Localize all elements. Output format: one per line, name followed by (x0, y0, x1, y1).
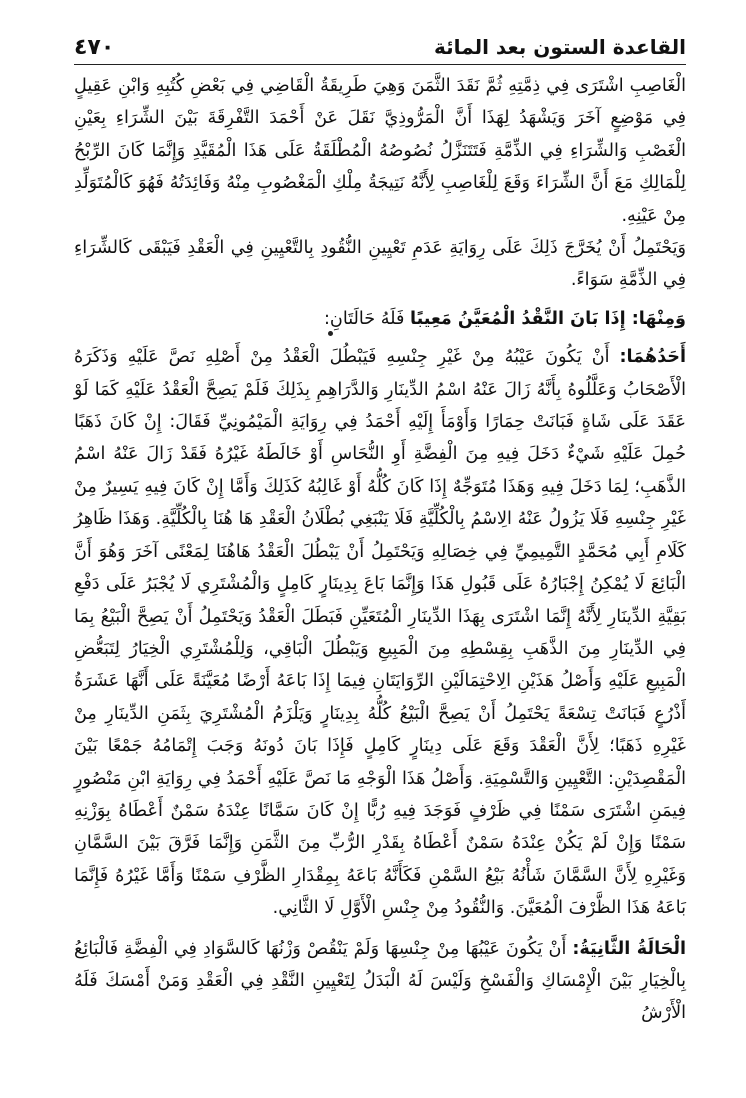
paragraph-state-one (74, 341, 686, 924)
subheading-rest: فَلَهُ حَالَتَانِ: (324, 308, 410, 329)
section-subheading (74, 303, 686, 335)
state-one-lead: أَحَدُهُمَا: (619, 347, 686, 368)
state-two-lead: الْحَالَةُ الثَّانِيَةُ: (572, 938, 686, 959)
header-rule (74, 64, 686, 65)
state-one-text: أَنْ يَكُونَ عَيْبُهُ مِنْ غَيْرِ جِنْسِهِ فَيَبْطُلَ الْعَقْدُ مِنْ أَصْلِهِ نَصَّ عَلَيْهِ وَذَكَرَهُ الْأَصْحَابُ وَعَلَّلُوهُ بِأَنَّهُ زَالَ عَنْهُ اسْمُ الدِّينَارِ وَالدَّرَاهِمِ بِذَلِكَ فَلَمْ يَصِحَّ الْعَقْدُ عَلَيْهِ كَمَا لَوْ عَقَدَ عَلَى شَاةٍ فَبَانَتْ حِمَارًا وَأَوْمَأَ إِلَيْهِ أَحْمَدُ فِي رِوَايَةِ الْمَيْمُونِيِّ فَقَالَ: إِنْ كَانَ ذَهَبًا حُمِلَ عَلَيْهِ شَيْءٌ دَخَلَ فِيهِ مِنَ الْفِضَّةِ أَوِ النُّحَاسِ أَوْ خَالَطَهُ غَيْرُهُ فَقَدْ زَالَ عَنْهُ اسْمُ الذَّهَبِ؛ لِمَا دَخَلَ فِيهِ وَهَذَا مُتَوَجِّهٌ إِذَا كَانَ كُلُّهُ أَوْ غَالِبُهُ كَذَلِكَ وَأَمَّا إِنْ كَانَ فِيهِ يَسِيرٌ مِنْ غَيْرِ جِنْسِهِ فَلَا يَزُولُ عَنْهُ الِاسْمُ بِالْكُلِّيَّةِ فَلَا يَنْبَغِي بُطْلَانُ الْعَقْدِ هَا هُنَا بِالْكُلِّيَّةِ. وَهَذَا ظَاهِرُ كَلَامِ أَبِي مُحَمَّدٍ التَّمِيمِيِّ فِي خِصَالِهِ وَيَحْتَمِلُ أَنْ يَبْطُلَ الْعَقْدُ هَاهُنَا لِمَعْنًى آخَرَ وَهُوَ أَنَّ الْبَائِعَ لَا يُمْكِنُ إِجْبَارُهُ عَلَى قَبُولِ هَذَا وَإِنَّمَا بَاعَ بِدِينَارٍ كَامِلٍ وَالْمُشْتَرِي لَا يُجْبَرُ عَلَى دَفْعِ بَقِيَّةِ الدِّينَارِ لِأَنَّهُ إِنَّمَا اشْتَرَى بِهَذَا الدِّينَارِ الْمُتَعَيِّنِ فَبَطَلَ الْعَقْدُ وَيَحْتَمِلُ أَنْ يَصِحَّ الْبَيْعُ بِمَا فِي الدِّينَارِ مِنَ الذَّهَبِ بِقِسْطِهِ مِنَ الْمَبِيعِ وَيَبْطُلَ الْبَاقِي، وَلِلْمُشْتَرِي الْخِيَارُ لِتَبَعُّضِ الْمَبِيعِ عَلَيْهِ وَأَصْلُ هَذَيْنِ الِاحْتِمَالَيْنِ الرِّوَايَتَانِ فِيمَا إِذَا بَاعَهُ أَرْضًا مُعَيَّنَةً عَلَى أَنَّهَا عَشَرَةُ أَذْرُعٍ فَبَانَتْ تِسْعَةً يَحْتَمِلُ أَنْ يَصِحَّ الْبَيْعُ كُلُّهُ بِدِينَارٍ وَيَلْزَمُ الْمُشْتَرِيَ بِثَمَنِ الدِّينَارِ مِنْ غَيْرِهِ ذَهَبًا؛ لِأَنَّ الْعَقْدَ وَقَعَ عَلَى دِينَارٍ كَامِلٍ فَإِذَا بَانَ دُونَهُ وَجَبَ إِتْمَامُهُ جَمْعًا بَيْنَ الْمَقْصِدَيْنِ: التَّعْيِينِ وَالتَّسْمِيَةِ. وَأَصْلُ هَذَا الْوَجْهِ مَا نَصَّ عَلَيْهِ أَحْمَدُ فِي رِوَايَةِ ابْنِ مَنْصُورٍ فِيمَنِ اشْتَرَى سَمْنًا فِي ظَرْفٍ فَوَجَدَ فِيهِ رُبًّا إِنْ كَانَ سَمَّانًا عِنْدَهُ سَمْنٌ أَعْطَاهُ بِوَزْنِهِ سَمْنًا وَإِنْ لَمْ يَكُنْ عِنْدَهُ سَمْنٌ أَعْطَاهُ بِقَدْرِ الرُّبِّ مِنَ الثَّمَنِ وَإِنَّمَا فَرَّقَ بَيْنَ السَّمَّانِ وَغَيْرِهِ لِأَنَّ السَّمَّانَ شَأْنُهُ بَيْعُ السَّمْنِ فَكَأَنَّهُ بَاعَهُ بِمِقْدَارِ الظَّرْفِ سَمْنًا وَأَمَّا غَيْرُهُ فَإِنَّمَا بَاعَهُ هَذَا الظَّرْفَ الْمُعَيَّنَ. وَالنُّقُودُ مِنْ جِنْسِ الْأَوَّلِ لَا الثَّانِي. (74, 347, 686, 919)
subheading-lead: وَمِنْهَا: إِذَا بَانَ النَّقْدُ الْمُعَيَّنُ مَعِيبًا (409, 308, 686, 329)
header-title: القاعدة الستون بعد المائة (434, 35, 686, 59)
state-two-text: أَنْ يَكُونَ عَيْبُهَا مِنْ جِنْسِهَا وَلَمْ يَنْقُصْ وَزْنُهَا كَالسَّوَادِ فِي الْفِضَّةِ فَالْبَائِعُ بِالْخِيَارِ بَيْنَ الْإِمْسَاكِ وَالْفَسْخِ وَلَيْسَ لَهُ الْبَدَلُ لِتَعْيِينِ النَّقْدِ فِي الْعَقْدِ وَمَنْ أَمْسَكَ فَلَهُ الْأَرْشُ (74, 938, 686, 1024)
stray-ink-dot (328, 331, 333, 336)
running-header (74, 30, 686, 64)
paragraph-ghasib: الْغَاصِبِ اشْتَرَى فِي ذِمَّتِهِ ثُمَّ نَقَدَ الثَّمَنَ وَهِيَ طَرِيقَةُ الْقَاضِي فِي بَعْضِ كُتُبِهِ وَابْنِ عَقِيلٍ فِي مَوْضِعٍ آخَرَ وَيَشْهَدُ لِهَذَا أَنَّ الْمَرُّوذِيَّ نَقَلَ عَنْ أَحْمَدَ التَّفْرِقَةَ بَيْنَ الشِّرَاءِ بِعَيْنِ الْغَصْبِ وَالشِّرَاءِ فِي الذِّمَّةِ فَتَتَنَزَّلُ نُصُوصُهُ الْمُطْلَقَةُ عَلَى هَذَا الْمُقَيَّدِ وَإِنَّمَا كَانَ الرِّبْحُ لِلْمَالِكِ مَعَ أَنَّ الشِّرَاءَ وَقَعَ لِلْغَاصِبِ لِأَنَّهُ نَتِيجَةُ مِلْكِ الْمَغْصُوبِ مِنْهُ وَفَائِدَتُهُ فَهُوَ كَالْمُتَوَلِّدِ مِنْ عَيْنِهِ. (74, 76, 686, 226)
document-body (74, 70, 686, 1030)
page-number: ٤٧٠ (74, 34, 115, 60)
paragraph-state-two (74, 933, 686, 1030)
paragraph-yahtamil: وَيَحْتَمِلُ أَنْ يُخَرَّجَ ذَلِكَ عَلَى رِوَايَةِ عَدَمِ تَعْيِينِ النُّقُودِ بِالتَّعْيِينِ فِي الْعَقْدِ فَيَبْقَى كَالشِّرَاءِ فِي الذِّمَّةِ سَوَاءً. (74, 238, 686, 291)
